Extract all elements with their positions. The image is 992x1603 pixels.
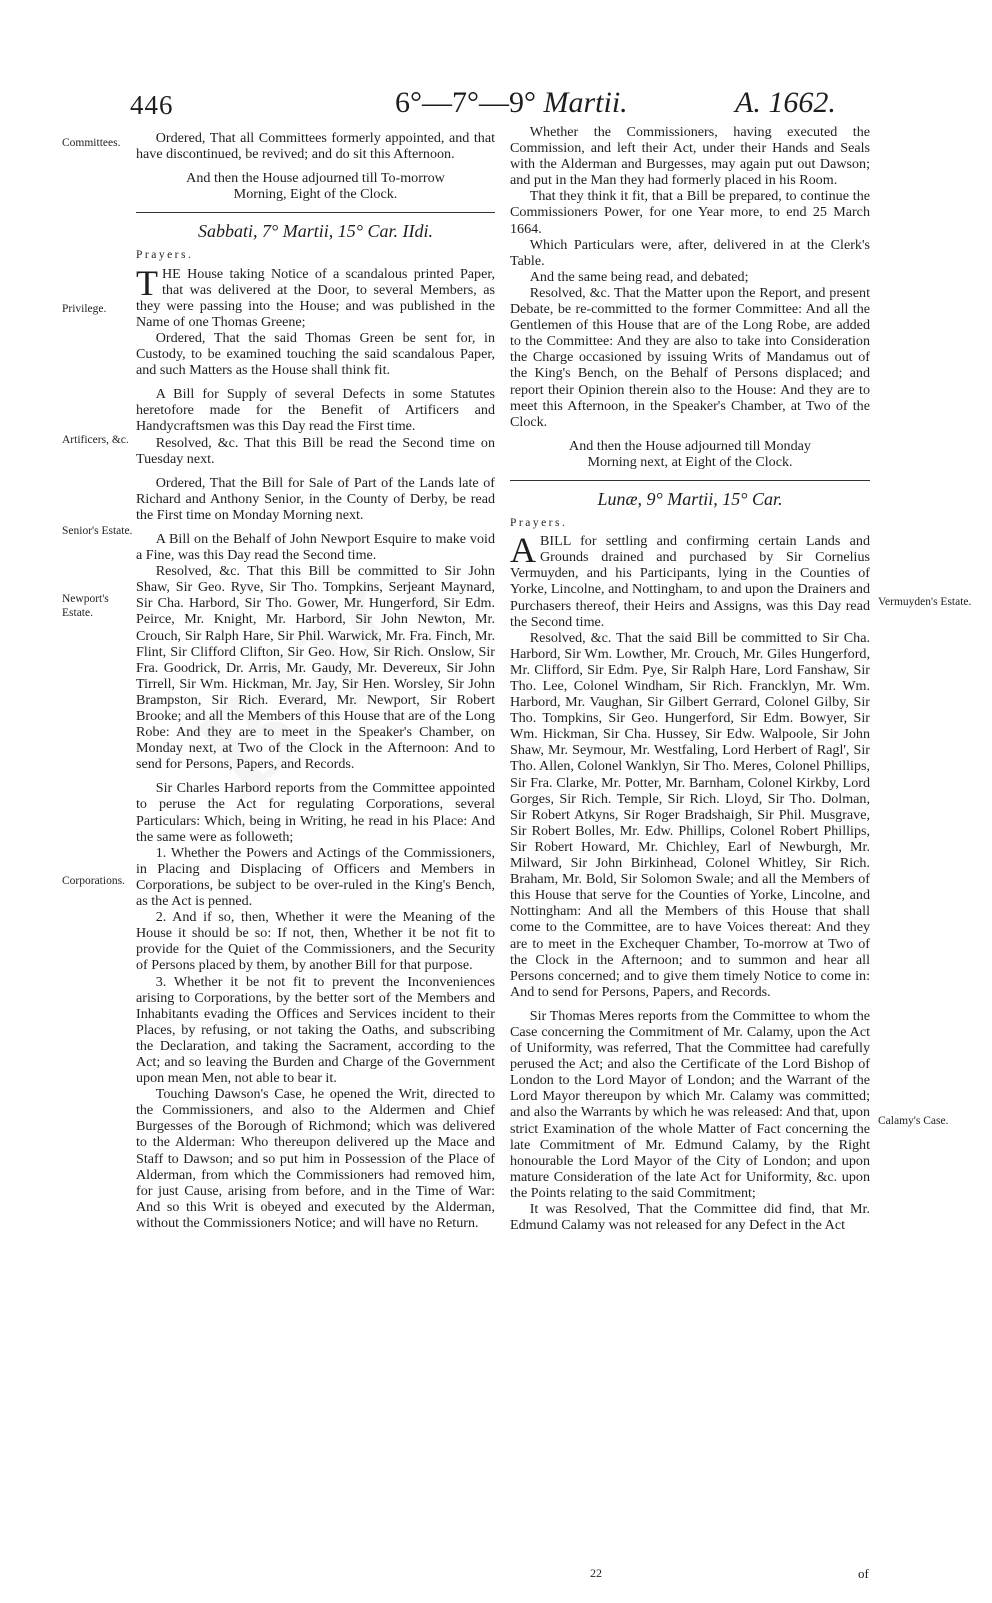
right-p4: And the same being read, and debated; <box>529 268 749 285</box>
right-p1: Whether the Commissioners, having executed the Commission, and left their Act, under their Hands and Seals with the Alderman and Burgesses, may again put out Dawson; and put in the Man they had formerly placed in his Room. <box>510 124 870 189</box>
sidenote-senior: Senior's Estate. <box>62 525 133 537</box>
section-rule <box>510 480 870 481</box>
sidenote-vermuyden: Vermuyden's Estate. <box>878 596 972 608</box>
running-head <box>395 86 628 120</box>
left-p8: Resolved, &c. That this Bill be committed to Sir John Shaw, Sir Geo. Ryve, Sir Tho. Tompkins, Serjeant Maynard, Sir Cha. Harbord, Sir Tho. Gower, Mr. Hungerford, Sir Edm. Peirce, Mr. Knight, Mr. Harbord, Sir John Newton, Mr. Crouch, Sir Ralph Hare, Sir Phil. Warwick, Mr. Fra. Finch, Mr. Flint, Sir Clifford Clifton, Sir Geo. How, Sir Rich. Onslow, Sir Fra. Goodrick, Dr. Arris, Mr. Gaudy, Mr. Devereux, Sir John Tirrell, Sir Wm. Hickman, Mr. Jay, Sir Hen. Worsley, Sir John Brampston, Sir Rich. Everard, Mr. Newport, Sir Robert Brooke; and all the Members of this House that are of the Long Robe: And they are to meet in the Speaker's Chamber, on Monday next, at Two of the Clock in the Afternoon: And to send for Persons, Papers, and Records. <box>136 563 495 773</box>
right-p8: Sir Thomas Meres reports from the Committee to whom the Case concerning the Commitment of Mr. Calamy, upon the Act of Uniformity, was referred, That the Committee had carefully perused the Act; and also the Certificate of the Lord Bishop of London to the Lord Mayor of London; and the Warrant of the Lord Mayor thereupon by which Mr. Calamy was committed; and also the Warrants by which he was released: And that, upon strict Examination of the whole Matter of Fact concerning the late Commitment of Mr. Edmund Calamy, by the Right honourable the Lord Mayor of the City of London; and upon mature Consideration of the late Act for Uniformity, &c. upon the Points relating to the said Commitment; <box>510 1007 870 1201</box>
sidenote-newport: Newport's Estate. <box>62 593 109 619</box>
drop-cap: A <box>510 530 536 571</box>
left-p4: A Bill for Supply of several Defects in some Statutes heretofore made for the Benefit of Artificers and Handycraftsmen was this Day read the First time. <box>136 386 495 435</box>
right-p6-text: BILL for settling and confirming certain Lands and Grounds drained and purchased by Sir Cornelius Vermuyden, and his Participants, lying in the Counties of Yorke, Lincolne, and Nottingham, to and upon the Drainers and Purchasers thereof, their Heirs and Assigns, was this Day read the Second time. <box>510 533 870 630</box>
left-p2-text: HE House taking Notice of a scandalous printed Paper, that was delivered at the Door, to several Members, as they were passing into the House; and was published in the Name of one Thomas Greene; <box>136 265 495 330</box>
page-number: 446 <box>130 90 174 120</box>
left-p5: Resolved, &c. That this Bill be read the Second time on Tuesday next. <box>136 434 495 467</box>
sidenote-calamy: Calamy's Case. <box>878 1115 949 1127</box>
left-column <box>136 130 495 1231</box>
sidenote-corporations: Corporations. <box>62 875 125 887</box>
right-column <box>510 124 870 1233</box>
running-head-month: Martii. <box>543 86 628 119</box>
right-adjourn: And then the House adjourned till Monday Morning next, at Eight of the Clock. <box>569 437 811 470</box>
left-p13: Touching Dawson's Case, he opened the Writ, directed to the Commissioners, and also to the Aldermen and Chief Burgesses of the Borough of Richmond; which was delivered to the Alderman: Who thereupon delivered up the Mace and Staff to Dawson; and so put him in Possession of the Place of Alderman, from which the Commissioners had removed him, for just Cause, arising from before, and in the Time of War: And so this Writ is obeyed and executed by the Alderman, without the Commissioners Notice; and will have no Return. <box>136 1086 495 1231</box>
left-p10: 1. Whether the Powers and Actings of the Commissioners, in Placing and Displacing of Officers and Members in Corporations, be subject to be over-ruled in the King's Bench, as the Act is penned. <box>136 844 495 910</box>
left-p9: Sir Charles Harbord reports from the Committee appointed to peruse the Act for regulating Corporations, several Particulars: Which, being in Writing, he read in his Place: And the same were as followeth; <box>136 780 495 845</box>
left-p1: Ordered, That all Committees formerly appointed, and that have discontinued, be revived; and do sit this Afternoon. <box>136 130 495 163</box>
prayers-heading: Prayers. <box>510 517 568 530</box>
right-p5: Resolved, &c. That the Matter upon the Report, and present Debate, be re-committed to the former Committee: And all the Gentlemen of this House that are of the Long Robe, are added to the Committee: And they are also to take into Consideration the Charge occasioned by issuing Writs of Mandamus out of the King's Bench, on the Behalf of Persons displaced; and report their Opinion therein also to the House: And they are to meet this Afternoon, in the Speaker's Chamber, at Two of the Clock. <box>510 284 870 430</box>
running-head-dates: 6°—7°—9° <box>395 86 544 119</box>
sidenote-privilege: Privilege. <box>62 303 107 315</box>
left-adjourn: And then the House adjourned till To-morrow Morning, Eight of the Clock. <box>186 170 445 203</box>
right-p9: It was Resolved, That the Committee did find, that Mr. Edmund Calamy was not released for any Defect in the Act <box>510 1201 870 1234</box>
right-p3: Which Particulars were, after, delivered in at the Clerk's Table. <box>510 236 870 269</box>
prayers-heading: Prayers. <box>136 249 194 262</box>
drop-cap: T <box>136 262 158 303</box>
running-head-year: A. 1662. <box>735 86 836 119</box>
sabbati-title: Sabbati, 7° Martii, 15° Car. IIdi. <box>198 221 433 242</box>
left-p6: Ordered, That the Bill for Sale of Part of the Lands late of Richard and Anthony Senior, in the County of Derby, be read the First time on Monday Morning next. <box>136 474 495 523</box>
left-p2 <box>136 262 495 330</box>
sidenote-committees: Committees. <box>62 137 121 149</box>
right-p7: Resolved, &c. That the said Bill be committed to Sir Cha. Harbord, Sir Wm. Lowther, Mr. Crouch, Mr. Giles Hungerford, Mr. Clifford, Sir Edm. Pye, Sir Ralph Hare, Lord Fanshaw, Sir Tho. Lee, Colonel Windham, Sir Rich. Francklyn, Mr. Wm. Harbord, Mr. Vaughan, Sir Gilbert Gerrard, Colonel Gilby, Sir Tho. Tompkins, Sir Geo. Hungerford, Sir Edm. Bowyer, Sir Wm. Hickman, Sir Cha. Hussey, Sir Edw. Walpoole, Sir John Shaw, Mr. Seymour, Mr. Westfaling, Lord Herbert of Ragl', Sir Tho. Allen, Colonel Wanklyn, Sir Tho. Meres, Colonel Phillips, Sir Fra. Clarke, Mr. Potter, Mr. Barnham, Colonel Kirkby, Lord Gorges, Sir Rich. Temple, Sir Rich. Lloyd, Sir Tho. Dolman, Sir Robert Atkyns, Sir Roger Bradshaigh, Sir Phil. Musgrave, Sir Robert Bolles, Mr. Edw. Phillips, Colonel Robert Phillips, Sir Robert Howard, Mr. Chichley, Earl of Newburgh, Mr. Milward, Sir John Birkinhead, Colonel Whitley, Sir Rich. Braham, Mr. Bold, Sir Solomon Swale; and all the Members of this House that serve for the Counties of Yorke, Lincolne, and Nottingham: And all the Members of this House that shall come to the Committee, are to have Voices thereat: And they are to meet in the Exchequer Chamber, To-morrow at Two of the Clock in the Afternoon; and to summon and hear all Persons concerned; and to give them timely Notice to come in: And to send for Persons, Papers, and Records. <box>510 629 870 1000</box>
right-p2: That they think it fit, that a Bill be prepared, to continue the Commissioners Power, for one Year more, to end 25 March 1664. <box>510 188 870 237</box>
lunae-title: Lunæ, 9° Martii, 15° Car. <box>597 488 783 509</box>
left-p7: A Bill on the Behalf of John Newport Esquire to make void a Fine, was this Day read the Second time. <box>136 530 495 564</box>
catchword: of <box>858 1566 869 1581</box>
signature-mark: 22 <box>590 1566 602 1580</box>
sidenote-artificers: Artificers, &c. <box>62 434 129 446</box>
left-p11: 2. And if so, then, Whether it were the Meaning of the House it should be so: If not, then, Whether it be not fit to provide for the Quiet of the Commissioners, and the Security of Persons placed by them, by another Bill for that purpose. <box>136 909 495 974</box>
right-p6 <box>510 530 870 630</box>
left-p12: 3. Whether it be not fit to prevent the Inconveniences arising to Corporations, by the better sort of the Members and Inhabitants evading the Offices and Services incident to their Places, by refusing, or not taking the Oaths, and subscribing the Declaration, and taking the Sacrament, according to the Act; and so leaving the Burden and Charge of the Government upon mean Men, not able to bear it. <box>136 973 495 1087</box>
left-p3: Ordered, That the said Thomas Green be sent for, in Custody, to be examined touching the said scandalous Paper, and such Matters as the House shall think fit. <box>136 329 495 379</box>
section-rule <box>136 212 495 213</box>
